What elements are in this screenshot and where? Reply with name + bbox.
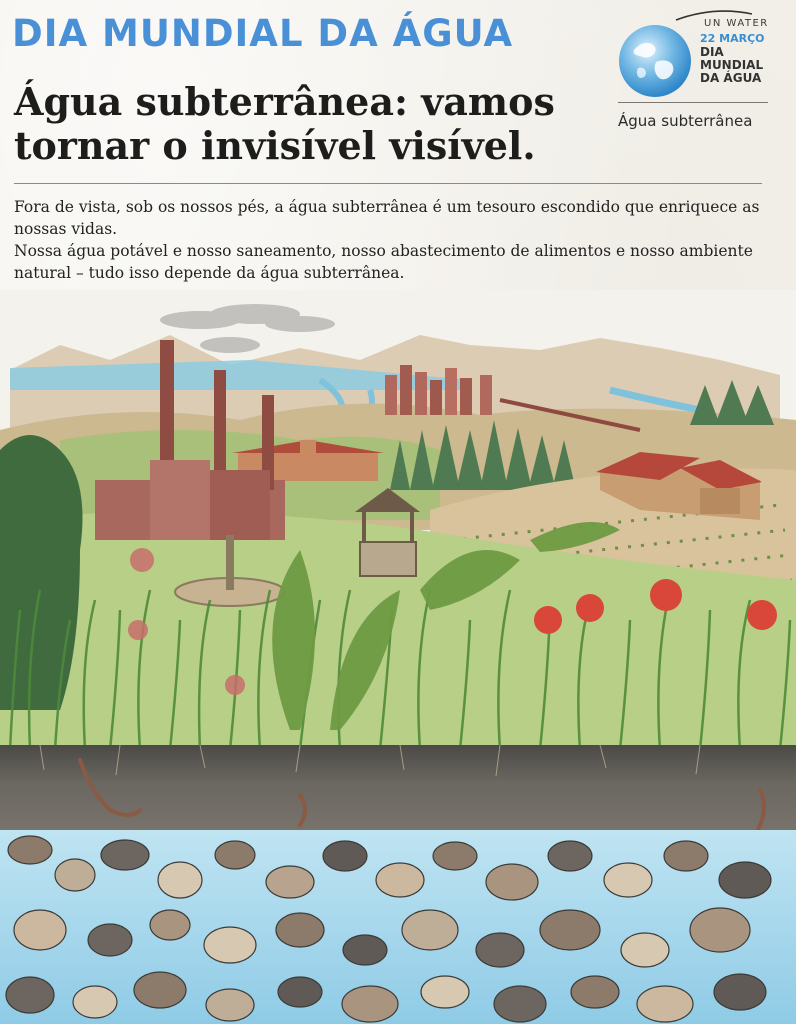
header-divider — [14, 183, 762, 184]
intro-text — [14, 196, 784, 284]
logo-date: 22 MARÇO — [700, 32, 765, 45]
event-kicker: DIA MUNDIAL DA ÁGUA — [12, 12, 514, 55]
logo-org: UN WATER — [704, 18, 769, 29]
logo-theme: Água subterrânea — [618, 112, 753, 130]
topsoil — [0, 745, 796, 840]
bush — [0, 435, 83, 710]
intro-paragraph-1: Fora de vista, sob os nossos pés, a água subterrânea é um tesouro escondido que enriquece as nossas vidas. — [14, 198, 760, 238]
globe-icon — [612, 18, 698, 104]
logo-divider — [618, 102, 768, 103]
intro-paragraph-2: Nossa água potável e nosso saneamento, nosso abastecimento de alimentos e nosso ambiente natural – tudo isso depende da água subterrânea. — [14, 242, 753, 282]
page-headline: Água subterrânea: vamos tornar o invisível visível. — [14, 79, 555, 168]
logo-name: DIA MUNDIAL DA ÁGUA — [700, 45, 764, 85]
un-water-logo — [612, 8, 790, 138]
groundwater-illustration — [0, 290, 796, 1024]
